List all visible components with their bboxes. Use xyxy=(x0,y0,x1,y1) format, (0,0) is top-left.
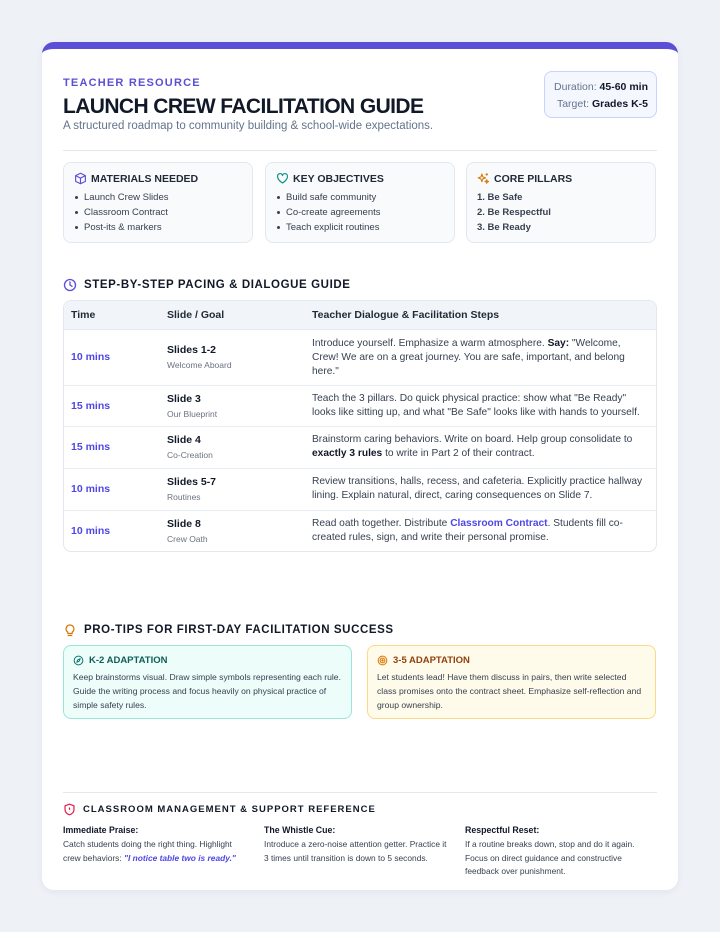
col-slide-header: Slide / Goal xyxy=(167,309,225,321)
g35-adaptation-card xyxy=(367,645,656,719)
pillar-ready: 3. Be Ready xyxy=(477,222,531,233)
row-dialogue xyxy=(312,517,650,545)
dialogue-text: Read oath together. Distribute xyxy=(312,518,451,529)
tips-heading xyxy=(63,623,394,637)
table-row xyxy=(64,386,656,427)
row-time: 10 mins xyxy=(71,483,111,495)
dialogue-text: "Welcome, Crew! We are on a great journey. You are safe, important, and belong here." xyxy=(312,338,625,377)
sparkles-icon xyxy=(477,172,490,185)
tips-heading-text: PRO-TIPS FOR FIRST-DAY FACILITATION SUCCESS xyxy=(84,624,394,636)
page-title: LAUNCH CREW FACILITATION GUIDE xyxy=(63,95,424,118)
row-time: 15 mins xyxy=(71,400,111,412)
g35-heading xyxy=(377,655,646,666)
reference-body: Introduce a zero-noise attention getter. Practice it 3 times until transition is down to 5 seconds. xyxy=(264,839,447,863)
pacing-table xyxy=(63,300,657,552)
list-item: Launch Crew Slides xyxy=(74,190,252,205)
list-item: Build safe community xyxy=(276,190,454,205)
dialogue-text: to write in Part 2 of their contract. xyxy=(382,448,535,459)
pillar-respectful: 2. Be Respectful xyxy=(477,207,551,218)
table-header xyxy=(64,301,656,330)
clock-icon xyxy=(63,278,77,292)
row-time: 10 mins xyxy=(71,351,111,363)
dialogue-text: Teach the 3 pillars. Do quick physical practice: show what "Be Ready" looks like sitting up, and what "Be Safe" looks like with hands to yourself. xyxy=(312,393,640,418)
row-slide xyxy=(167,518,208,544)
row-time: 15 mins xyxy=(71,441,111,453)
reference-body xyxy=(63,838,249,865)
pillar-safe: 1. Be Safe xyxy=(477,192,523,203)
objectives-heading xyxy=(276,172,454,185)
row-slide xyxy=(167,476,216,502)
table-row xyxy=(64,469,656,511)
list-item: Post-its & markers xyxy=(74,220,252,235)
target-value: Grades K-5 xyxy=(591,98,648,110)
dialogue-highlight: Classroom Contract xyxy=(450,518,548,529)
slide-title: Slide 8 xyxy=(167,518,201,530)
pillars-heading-text: CORE PILLARS xyxy=(494,172,573,185)
cube-icon xyxy=(74,172,87,185)
lightbulb-icon xyxy=(63,623,77,637)
reference-quote: "I notice table two is ready." xyxy=(123,852,236,863)
pillars-list xyxy=(477,190,655,235)
guide-content xyxy=(63,49,657,890)
objectives-list xyxy=(276,190,454,235)
list-item: Co-create agreements xyxy=(276,205,454,220)
g35-title: 3-5 ADAPTATION xyxy=(393,655,470,666)
reference-title: Respectful Reset: xyxy=(465,825,540,835)
slide-title: Slides 5-7 xyxy=(167,476,217,488)
g35-body: Let students lead! Have them discuss in pairs, then write selected class promises onto the contract sheet. Emphasize self-reflection and group ownership. xyxy=(377,672,642,710)
col-dialogue-header: Teacher Dialogue & Facilitation Steps xyxy=(312,309,500,321)
divider xyxy=(63,150,657,151)
target-line xyxy=(545,96,648,113)
slide-goal: Welcome Aboard xyxy=(167,360,232,370)
row-dialogue xyxy=(312,392,650,420)
table-row xyxy=(64,511,656,551)
row-slide xyxy=(167,434,213,460)
k2-adaptation-card xyxy=(63,645,352,719)
divider xyxy=(63,792,657,793)
slide-goal: Crew Oath xyxy=(167,534,208,544)
list-item: Classroom Contract xyxy=(74,205,252,220)
meta-box xyxy=(544,71,657,118)
reference-title: The Whistle Cue: xyxy=(264,825,336,835)
page-subtitle: A structured roadmap to community building & school-wide expectations. xyxy=(63,120,434,132)
reference-item-reset xyxy=(465,825,651,879)
dialogue-emphasis: Say: xyxy=(547,338,570,349)
slide-title: Slide 3 xyxy=(167,393,201,405)
target-icon xyxy=(377,655,388,666)
row-dialogue xyxy=(312,433,650,461)
pillars-box xyxy=(466,162,656,243)
row-dialogue xyxy=(312,337,650,379)
k2-body: Keep brainstorms visual. Draw simple symbols representing each rule. Guide the writing process and focus heavily on physical practice of simple safety rules. xyxy=(73,672,341,710)
reference-body: If a routine breaks down, stop and do it again. Focus on direct guidance and constructive feedback over punishment. xyxy=(465,839,635,876)
materials-box xyxy=(63,162,253,243)
eyebrow-label: TEACHER RESOURCE xyxy=(63,77,201,89)
slide-title: Slide 4 xyxy=(167,434,201,446)
reference-item-whistle xyxy=(264,825,450,865)
slide-goal: Our Blueprint xyxy=(167,409,218,419)
dialogue-text: Review transitions, halls, recess, and cafeteria. Explicitly practice hallway lining. Explain natural, direct, caring consequences on Slide 7. xyxy=(312,476,643,501)
duration-label: Duration: xyxy=(554,81,597,93)
row-time: 10 mins xyxy=(71,525,111,537)
row-dialogue xyxy=(312,475,650,503)
guide-card xyxy=(42,42,678,890)
slide-title: Slides 1-2 xyxy=(167,344,217,356)
compass-icon xyxy=(73,655,84,666)
objectives-box xyxy=(265,162,455,243)
pillars-heading xyxy=(477,172,655,185)
slide-goal: Routines xyxy=(167,492,201,502)
objectives-heading-text: KEY OBJECTIVES xyxy=(293,172,384,185)
materials-list xyxy=(74,190,252,235)
reference-heading-text: CLASSROOM MANAGEMENT & SUPPORT REFERENCE xyxy=(83,804,376,815)
dialogue-text: Brainstorm caring behaviors. Write on board. Help group consolidate to xyxy=(312,434,633,445)
row-slide xyxy=(167,344,232,370)
reference-text: Catch students doing the right thing. Highlight crew behaviors: xyxy=(63,839,233,863)
k2-title: K-2 ADAPTATION xyxy=(89,655,168,666)
table-row xyxy=(64,427,656,469)
dialogue-text: . Students fill co-created rules, sign, and write their personal promise. xyxy=(312,518,623,543)
pacing-heading xyxy=(63,278,351,292)
materials-heading xyxy=(74,172,252,185)
row-slide xyxy=(167,393,217,419)
table-row xyxy=(64,330,656,386)
list-item: Teach explicit routines xyxy=(276,220,454,235)
slide-goal: Co-Creation xyxy=(167,450,213,460)
duration-line xyxy=(545,79,648,96)
materials-heading-text: MATERIALS NEEDED xyxy=(91,172,199,185)
k2-heading xyxy=(73,655,342,666)
dialogue-emphasis: exactly 3 rules xyxy=(312,448,383,459)
duration-value: 45-60 min xyxy=(599,81,648,93)
reference-title: Immediate Praise: xyxy=(63,825,139,835)
reference-heading xyxy=(63,803,376,816)
reference-item-praise xyxy=(63,825,249,865)
col-time-header: Time xyxy=(71,309,96,321)
target-label: Target: xyxy=(556,98,590,110)
heart-icon xyxy=(276,172,289,185)
pacing-heading-text: STEP-BY-STEP PACING & DIALOGUE GUIDE xyxy=(84,279,351,291)
dialogue-text: Introduce yourself. Emphasize a warm atmosphere. xyxy=(312,338,548,349)
shield-icon xyxy=(63,803,76,816)
